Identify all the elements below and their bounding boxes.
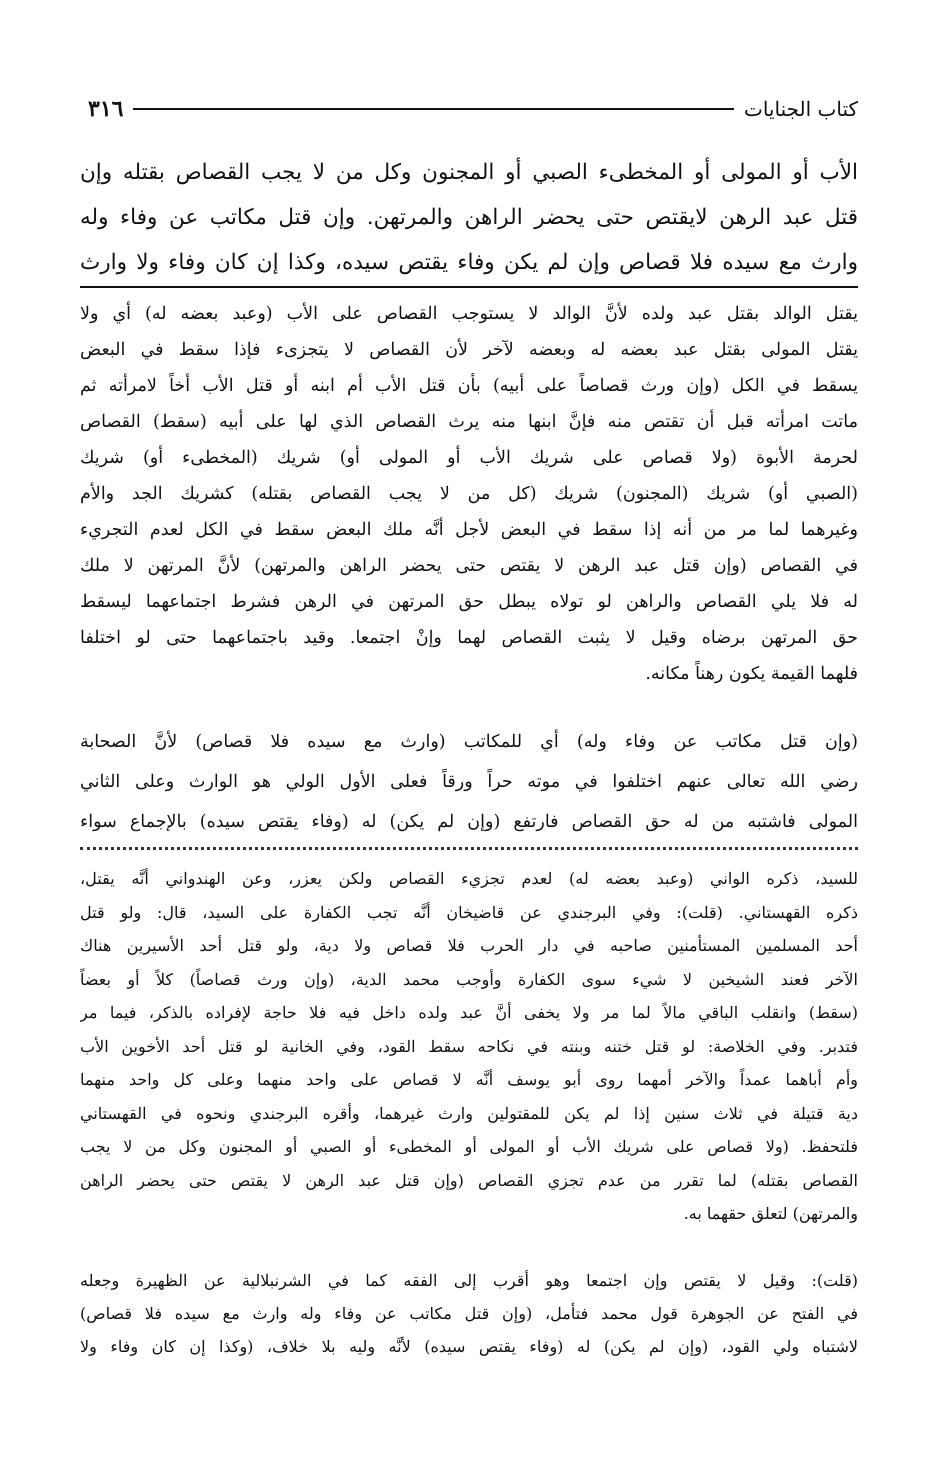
commentary-line: ماتت امرأته قبل أن تقتص منه فإنَّ ابنها منه يرث القصاص الذي لها على أبيه (سقط) القصاص [80,412,858,432]
main-text-line: الأب أو المولى أو المخطىء الصبي أو المجنون وكل من لا يجب القصاص بقتله وإن [80,160,858,185]
header-rule [133,108,734,110]
footnote-line: فلتحفظ. (ولا قصاص على شريك الأب أو المولى أو المخطىء أو الصبي أو المجنون وكل من لا يجب [80,1137,858,1156]
main-text-line: قتل عبد الرهن لايقتص حتى يحضر الراهن والمرتهن. وإن قتل مكاتب عن وفاء وله [80,205,858,230]
commentary-block-2 [80,722,858,842]
commentary-line: وغيرهما لما مر من أنه إذا سقط في البعض لأجل أنَّه ملك البعض سقط في الكل لعدم التجريء [80,520,858,540]
footnote-line: القصاص بقتله) لما تقرر من عدم تجزي القصاص (وإن قتل عبد الرهن لا يقتص حتى يحضر الراهن [80,1170,858,1190]
commentary-line: حق المرتهن برضاه وقيل لا يثبت القصاص لهما وإنْ اجتمعا. وقيد باجتماعهما حتى لو اختلفا [80,628,858,648]
footnote-block-2 [80,1264,858,1363]
main-text-line: وارث مع سيده فلا قصاص وإن لم يكن وفاء يقتص سيده، وكذا إن كان وفاء ولا وارث [80,250,858,275]
footnote-block [80,862,858,1231]
book-title: كتاب الجنايات [743,97,858,121]
footnote-line: والمرتهن) لتعلق حقهما به. [683,1204,858,1223]
commentary-line: (الصبي أو) شريك (المجنون) شريك (كل من لا يجب القصاص بقتله) كشريك الجد والأم [80,484,858,504]
commentary-line: فلهما القيمة يكون رهناً مكانه. [645,664,858,684]
commentary-line: (وإن قتل مكاتب عن وفاء وله) أي للمكاتب (وارث مع سيده فلا قصاص) لأنَّ الصحابة [80,732,858,752]
main-text-divider [80,286,858,288]
footnote-line: وأم أباهما عمداً والآخر أمهما روى أبو يوسف أنَّه لا قصاص على واحد منهما وعلى كل واحد منهما [80,1070,858,1089]
commentary-line: يسقط في الكل (وإن ورث قصاصاً على أبيه) بأن قتل الأب أم ابنه أو قتل الأب أخاً لامرأته ثم [80,376,858,396]
footnote-line: للسيد، ذكره الواني (وعبد بعضه له) لعدم تجزيء القصاص ولكن يعزر، وعن الهندواني أنَّه يقتل، [80,869,858,888]
commentary-line: المولى فاشتبه من له حق القصاص فارتفع (وإن لم يكن) له (وفاء يقتص سيده) بالإجماع سواء [80,812,858,832]
footnote-line: دية قتيلة في ثلاث سنين إذا لم يكن للمقتولين وارث غيرهما، وأقره البرجندي ونحوه في القهستاني [80,1103,858,1123]
commentary-line: لحرمة الأبوة (ولا قصاص على شريك الأب أو المولى أو) شريك (المخطىء أو) شريك [80,448,858,468]
footnote-line: أحد المسلمين المستأمنين صاحبه في دار الحرب فلا قصاص ولا دية، ولو قتل أحد الأسيرين هناك [80,936,858,955]
page-header [80,92,858,126]
footnote-line: الآخر فعند الشيخين لا شيء سوى الكفارة وأوجب محمد الدية، (وإن ورث قصاصاً) كلاً أو بعضاً [80,969,858,989]
commentary-line: له فلا يلي القصاص والراهن لو تولاه يبطل حق المرتهن في الرهن فشرط اجتماعهما ليسقط [80,592,858,612]
commentary-line: رضي الله تعالى عنهم اختلفوا في موته حراً ورقاً فعلى الأول الولي هو الوارث وعلى الثاني [80,772,858,792]
footnote-line: فتدبر. وفي الخلاصة: لو قتل ختنه وبنته في نكاحه سقط القود، وفي الخانية لو قتل أحد الأخوين الأب [80,1036,858,1056]
footnote-divider [80,847,858,850]
commentary-line: يقتل المولى بقتل عبد بعضه له وبعضه لآخر لأن القصاص لا يتجزىء فإذا سقط في البعض [80,340,858,360]
footnote-line: (قلت): وقيل لا يقتص وإن اجتمعا وهو أقرب إلى الفقه كما في الشرنبلالية عن الظهيرة وجعله [80,1271,858,1290]
commentary-block [80,296,858,692]
commentary-line: يقتل الوالد بقتل عبد ولده لأنَّ الوالد لا يستوجب القصاص على الأب (وعبد بعضه له) أي ولا [80,304,858,324]
footnote-line: في الفتح عن الجوهرة قول محمد فتأمل، (وإن قتل مكاتب عن وفاء وله وارث مع سيده فلا قصاص) [80,1304,858,1323]
page-number: ٣١٦ [88,96,124,122]
footnote-line: ذكره القهستاني. (قلت): وفي البرجندي عن قاضيخان أنَّه تجب الكفارة على السيد، قال: ولو قتل [80,902,858,922]
commentary-line: في القصاص (وإن قتل عبد الرهن لا يقتص حتى يحضر الراهن والمرتهن) لأنَّ المرتهن لا ملك [80,556,858,576]
footnote-line: لاشتباه ولي القود، (وإن لم يكن) له (وفاء يقتص سيده) لأنَّه وليه بلا خلاف، (وكذا إن كان وفاء ولا [80,1337,858,1356]
main-text [80,150,858,285]
footnote-line: (سقط) وانقلب الباقي مالاً لما مر ولا يخفى أنَّ عبد ولده داخل فيه فلا حاجة لإفراده بالذكر، فيما مر [80,1003,858,1022]
